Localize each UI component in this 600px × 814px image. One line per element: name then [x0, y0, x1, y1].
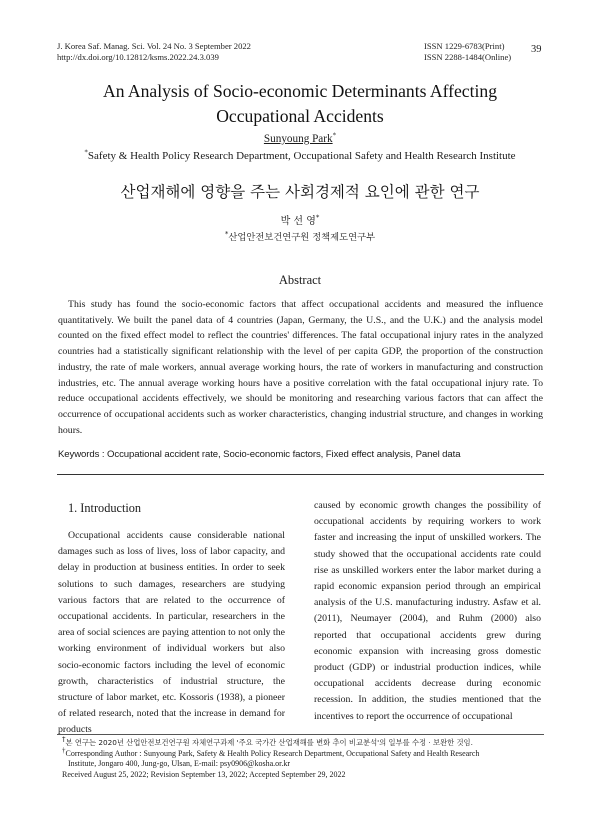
- keywords-text: Occupational accident rate, Socio-economic factors, Fixed effect analysis, Panel data: [107, 449, 461, 460]
- footnote-corresponding-line1: Corresponding Author : Sunyoung Park, Safety & Health Policy Research Department, Occupational Safety and Health Research: [65, 748, 480, 758]
- doi-link[interactable]: http://dx.doi.org/10.12812/ksms.2022.24.3.039: [57, 52, 219, 62]
- abstract-heading: Abstract: [278, 273, 322, 287]
- intro-paragraph-left: Occupational accidents cause considerable national damages such as loss of lives, loss of labor capacity, and delay in production at business entities. In order to seek solutions to such damages, researchers are studying various factors that are related to the occurrence of occupational accidents. In particular, researchers in the area of social sciences are paying attention to not only the working environment of individual workers but also socio-economic factors including the level of economic growth, characteristics of industrial structure, the structure of labor market, etc. Kossoris (1938), a pioneer of related research, noted that the increase in demand for products: [58, 530, 285, 736]
- paper-title-line2: Occupational Accidents: [216, 106, 384, 126]
- footnote-corresponding-author: [62, 745, 544, 760]
- issn-online: ISSN 2288-1484(Online): [424, 52, 512, 62]
- author-name: Sunyoung Park: [263, 133, 333, 145]
- left-column: [58, 528, 285, 739]
- author-mark: *: [332, 131, 337, 140]
- abstract-text: This study has found the socio-economic factors that affect occupational accidents and measured the influence quantitatively. We built the panel data of 4 countries (Japan, Germany, the U.S., and the U.K.) and the analysis model counted on the fixed effect model to reflect the countries' differences. The fatal occupational injury rates in the analyzed countries had a statistically significant relationship with the level of per capita GDP, the proportion of the construction industry, the rate of male workers, annual average working hours, the rate of workers in manufacturing and construction industries, etc. The annual average working hours have a positive correlation with the fatal occupational injury rate. To reduce occupational accidents effectively, we should be monitoring and researching various factors that can affect the occurrence of occupational accidents such as worker characteristics, changing industrial structure, and changes in working hours.: [58, 299, 543, 436]
- author-affiliation: [0, 150, 600, 162]
- affiliation-text: Safety & Health Policy Research Department, Occupational Safety and Health Research Institute: [87, 150, 516, 162]
- section-heading-introduction: 1. Introduction: [68, 501, 142, 515]
- abstract-divider: [57, 474, 544, 475]
- running-header-left: [57, 41, 251, 63]
- korean-affiliation-mark: *: [224, 229, 229, 238]
- footnote-corresponding-address: Institute, Jongaro 400, Jung-go, Ulsan, E-mail: psy0906@kosha.or.kr: [68, 759, 291, 769]
- korean-author: [0, 212, 600, 227]
- footnote-divider: [57, 734, 544, 735]
- korean-author-mark: *: [315, 213, 320, 222]
- issn-print: ISSN 1229-6783(Print): [424, 41, 505, 51]
- journal-citation: J. Korea Saf. Manag. Sci. Vol. 24 No. 3 September 2022: [57, 41, 251, 51]
- running-header-right: [424, 41, 511, 63]
- keywords-label: Keywords: [58, 449, 100, 460]
- korean-author-name: 박 선 영: [280, 216, 316, 227]
- paper-title-line1: An Analysis of Socio-economic Determinants Affecting: [103, 81, 497, 101]
- author-line: [0, 133, 600, 145]
- footnote-funding-mark: †: [62, 735, 66, 744]
- korean-affiliation: [0, 229, 600, 243]
- paper-title: [0, 79, 600, 129]
- right-column: [314, 498, 541, 725]
- footnote-funding-text: 본 연구는 2020년 산업안전보건연구원 자체연구과제 '주요 국가간 산업재해를 변화 추이 비교분석'의 일부를 수정 · 보완한 것임.: [65, 738, 473, 747]
- korean-affiliation-text: 산업안전보건연구원 정책제도연구부: [228, 232, 376, 243]
- abstract-body: [58, 297, 543, 438]
- footnote-received-dates: Received August 25, 2022; Revision September 13, 2022; Accepted September 29, 2022: [62, 769, 346, 779]
- affiliation-mark: *: [84, 148, 88, 157]
- korean-title: 산업재해에 영향을 주는 사회경제적 요인에 관한 연구: [120, 183, 480, 201]
- intro-paragraph-right: caused by economic growth changes the possibility of occupational accidents by requiring workers to work faster and increasing the input of unskilled workers. The study showed that the occupational accidents rate could rise as unskilled workers enter the labor market during a rapid economic expansion period through an empirical analysis of the U.S. manufacturing industry. Asfaw et al. (2011), Neumayer (2004), and Ruhm (2000) also reported that occupational accidents grew during economic expansion with increasing gross domestic product (GDP) or industrial production indices, while occupational accidents decrease during economic recession. In addition, the studies mentioned that the incentives to report the occurrence of occupational: [314, 500, 541, 722]
- footnotes: [62, 735, 544, 780]
- footnote-funding: [62, 735, 544, 749]
- keywords-line: Keywords : Occupational accident rate, Socio-economic factors, Fixed effect analysis, Panel data: [58, 449, 461, 460]
- footnote-corresponding-mark: †: [62, 745, 66, 754]
- page-number: 39: [531, 44, 542, 55]
